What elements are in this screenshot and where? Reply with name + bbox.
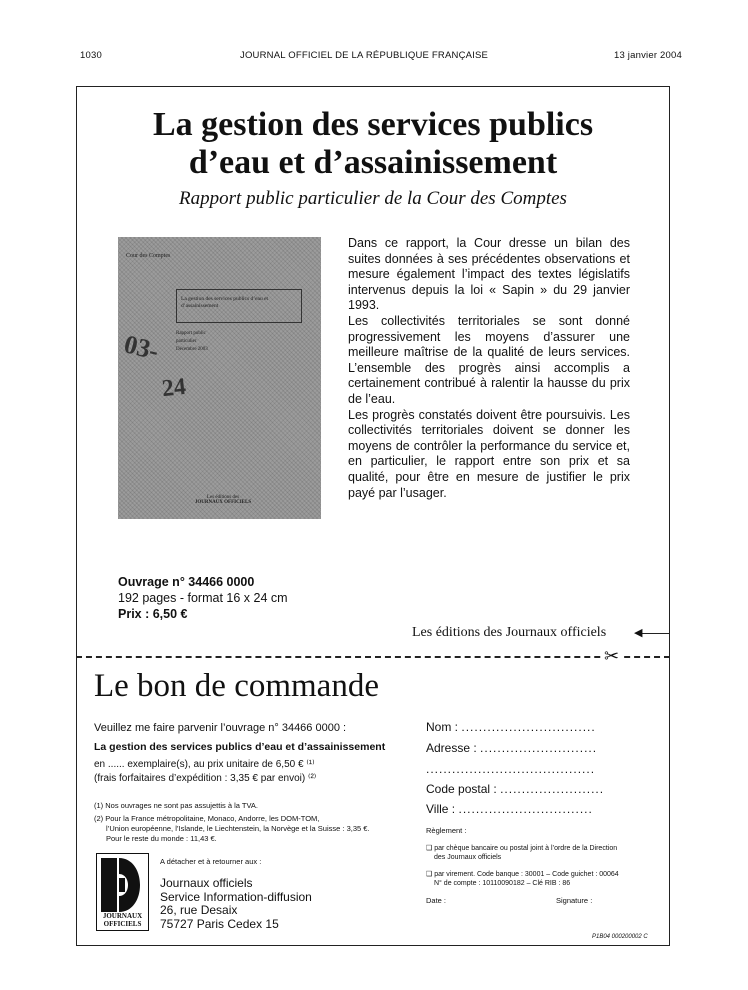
cover-publisher-line1: Les éditions des <box>206 495 240 500</box>
adresse-field[interactable] <box>426 741 597 755</box>
advert-title <box>80 106 666 182</box>
product-info <box>118 574 288 622</box>
cover-top-text: Cour des Comptes <box>126 253 171 259</box>
nom-label: Nom : <box>426 720 459 734</box>
order-book-title: La gestion des services publics d’eau et d’assainissement <box>94 741 386 753</box>
page-number: 1030 <box>80 50 102 61</box>
ville-field[interactable] <box>426 802 593 816</box>
editions-label: Les éditions des Journaux officiels <box>412 625 607 640</box>
address-line: Journaux officiels <box>160 876 253 890</box>
ville-input-dots[interactable]: ............................... <box>458 802 593 816</box>
book-cover-image <box>118 237 321 519</box>
description-paragraph: Les progrès constatés doivent être poursuivis. Les collectivités territoriales doivent se donner les moyens de contrôler la performance du service et, en particulier, le rapport entre son prix et sa qualité, pour être en mesure de justifier le prix payé par l’usager. <box>348 407 630 500</box>
date-field[interactable]: Date : <box>426 896 447 905</box>
logo-text-line1: JOURNAUX <box>102 912 143 920</box>
footnote-2-line1: (2) Pour la France métropolitaine, Monaco, Andorre, les DOM-TOM, <box>94 814 320 823</box>
adresse-label: Adresse : <box>426 741 477 755</box>
advert-title-line2: d’eau et d’assainissement <box>188 144 558 181</box>
code-postal-field[interactable] <box>426 782 604 796</box>
order-request: Veuillez me faire parvenir l’ouvrage n° 34466 0000 : <box>94 722 347 734</box>
reference-code: P1B04 000200002 C <box>592 934 648 940</box>
description-paragraph: Les collectivités territoriales se sont donné progressivement les moyens d’assurer une meilleure maîtrise de la qualité de leurs services. L’ensemble des progrès ainsi accomplis a certainement contribué à ralentir la hausse du prix de l’eau. <box>348 313 630 406</box>
return-address <box>160 877 312 931</box>
advert-title-line1: La gestion des services publics <box>152 106 594 143</box>
quantity-line[interactable]: en ...... exemplaire(s), au prix unitaire de 6,50 € ⁽¹⁾ <box>94 759 315 770</box>
footnote-2-line3: Pour le reste du monde : 11,43 €. <box>106 834 217 843</box>
payment-label: Règlement : <box>426 826 467 835</box>
footnote-1: (1) Nos ouvrages ne sont pas assujettis à la TVA. <box>94 801 258 810</box>
shipping-line: (frais forfaitaires d’expédition : 3,35 € par envoi) ⁽²⁾ <box>94 773 317 784</box>
address-line: 26, rue Desaix <box>160 903 238 917</box>
page-format: 192 pages - format 16 x 24 cm <box>118 591 288 605</box>
scissors-icon: ✂ <box>604 646 620 666</box>
journaux-officiels-logo <box>96 853 149 931</box>
price: Prix : 6,50 € <box>118 607 188 621</box>
arrow-left-icon: ◀ <box>634 627 643 639</box>
logo-text <box>97 912 148 928</box>
description-paragraph: Dans ce rapport, la Cour dresse un bilan des suites données à ses précédentes observations et mesure également l’impact des textes législatifs intervenus depuis la loi « Sapin » du 29 janvier 1993. <box>348 236 630 313</box>
cover-handwritten-2: 24 <box>160 373 188 403</box>
adresse-line2-dots[interactable]: ....................................... <box>426 762 596 776</box>
cover-publisher <box>168 495 278 505</box>
code-postal-input-dots[interactable]: ........................ <box>500 782 605 796</box>
logo-emblem-icon <box>97 856 148 916</box>
nom-field[interactable] <box>426 720 596 734</box>
adresse-line2-field[interactable] <box>426 762 595 776</box>
cover-line1: Rapport public <box>176 331 206 336</box>
nom-input-dots[interactable]: ............................... <box>461 720 596 734</box>
cover-line3: Décembre 2003 <box>176 347 208 352</box>
issue-date: 13 janvier 2004 <box>614 50 682 61</box>
footnote-2-line2: l’Union européenne, l’Islande, le Liechtenstein, la Norvège et la Suisse : 3,35 €. <box>106 824 370 833</box>
cover-title-box: La gestion des services publics d’eau et d’assainissement <box>176 289 302 323</box>
virement-line2: N° de compte : 10110090182 – Clé RIB : 86 <box>434 879 571 887</box>
order-form-heading: Le bon de commande <box>94 668 379 704</box>
book-description <box>348 236 630 501</box>
payment-virement-option[interactable] <box>426 871 619 888</box>
journal-title: JOURNAL OFFICIEL DE LA RÉPUBLIQUE FRANÇAISE <box>240 50 489 61</box>
advert-subtitle: Rapport public particulier de la Cour des Comptes <box>179 188 567 209</box>
address-line: Service Information-diffusion <box>160 889 312 904</box>
cover-line2: particulier <box>176 339 197 344</box>
logo-text-line2: OFFICIELS <box>103 920 142 928</box>
cut-line <box>76 656 670 658</box>
cover-handwritten-1: 03- <box>121 329 162 366</box>
ouvrage-number: Ouvrage n° 34466 0000 <box>118 575 255 589</box>
detach-instruction: A détacher et à retourner aux : <box>160 857 262 866</box>
payment-cheque-option[interactable] <box>426 845 617 862</box>
signature-field[interactable]: Signature : <box>556 896 593 905</box>
ville-label: Ville : <box>426 802 456 816</box>
virement-line1: ❑ par virement. Code banque : 30001 – Code guichet : 00064 <box>426 871 619 878</box>
cheque-line1: ❑ par chèque bancaire ou postal joint à l’ordre de la Direction <box>426 845 618 852</box>
cheque-line2: des Journaux officiels <box>434 853 502 861</box>
address-line: 75727 Paris Cedex 15 <box>160 916 279 931</box>
adresse-input-dots[interactable]: ........................... <box>480 741 598 755</box>
cover-publisher-line2: JOURNAUX OFFICIELS <box>194 500 252 505</box>
code-postal-label: Code postal : <box>426 782 497 796</box>
